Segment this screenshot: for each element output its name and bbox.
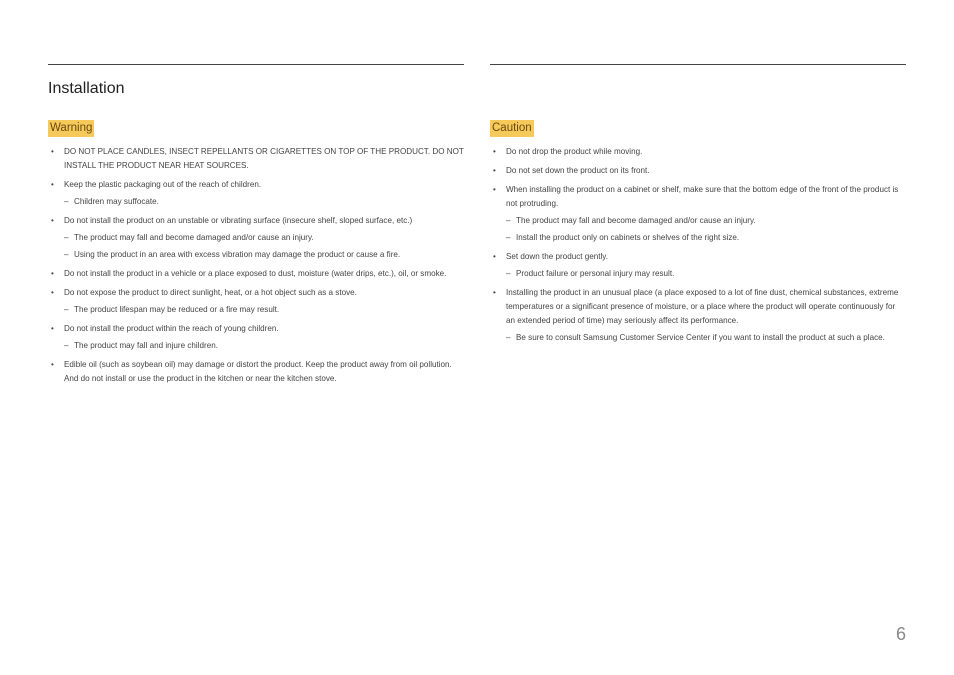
top-rule-left [48,64,464,65]
warning-item [48,145,464,173]
caution-item-text: Installing the product in an unusual place (a place exposed to a lot of fine dust, chemical substances, extreme temperatures or a significant presence of moisture, or a place where the product will operate continuously for an extended period of time) may seriously affect its performance. [506,288,899,325]
warning-item-text: Keep the plastic packaging out of the reach of children. [64,180,262,189]
warning-item-text: Edible oil (such as soybean oil) may damage or distort the product. Keep the product away from oil pollution. And do not install or use the product in the kitchen or near the kitchen stove. [64,360,452,383]
caution-item-text: Do not drop the product while moving. [506,147,643,156]
top-rule-right [490,64,906,65]
warning-item [48,322,464,353]
warning-sub-item: – The product lifespan may be reduced or a fire may result. [64,303,464,317]
warning-item-text: Do not expose the product to direct sunlight, heat, or a hot object such as a stove. [64,288,357,297]
caution-item [490,286,906,345]
caution-sub-item: – The product may fall and become damaged and/or cause an injury. [506,214,906,228]
warning-sub-list [64,339,464,353]
warning-badge: Warning [48,120,94,137]
warning-sub-item: – Children may suffocate. [64,195,464,209]
caution-item [490,250,906,281]
page-number: 6 [895,624,906,644]
warning-item [48,178,464,209]
warning-item-text: Do not install the product within the reach of young children. [64,324,279,333]
caution-list [490,145,906,345]
caution-column [490,118,906,350]
caution-item-text: Do not set down the product on its front. [506,166,650,175]
warning-list [48,145,464,386]
warning-sub-list [64,231,464,262]
caution-item [490,164,906,178]
warning-item [48,358,464,386]
warning-column [48,118,464,391]
warning-item-text: Do not install the product in a vehicle or a place exposed to dust, moisture (water drips, etc.), oil, or smoke. [64,269,447,278]
warning-item-text: Do not install the product on an unstable or vibrating surface (insecure shelf, sloped surface, etc.) [64,216,413,225]
caution-item-text: Set down the product gently. [506,252,608,261]
warning-item [48,286,464,317]
warning-sub-item: – The product may fall and become damaged and/or cause an injury. [64,231,464,245]
caution-item-text: When installing the product on a cabinet or shelf, make sure that the bottom edge of the front of the product is not protruding. [506,185,899,208]
caution-sub-item: – Install the product only on cabinets or shelves of the right size. [506,231,906,245]
caution-sub-item: – Be sure to consult Samsung Customer Service Center if you want to install the product at such a place. [506,331,906,345]
caution-item [490,145,906,159]
caution-sub-list [506,214,906,245]
warning-sub-item: – Using the product in an area with excess vibration may damage the product or cause a fire. [64,248,464,262]
caution-sub-item: – Product failure or personal injury may result. [506,267,906,281]
caution-sub-list [506,331,906,345]
caution-badge: Caution [490,120,534,137]
warning-sub-list [64,195,464,209]
caution-item [490,183,906,245]
warning-sub-list [64,303,464,317]
caution-sub-list [506,267,906,281]
warning-item [48,267,464,281]
warning-item [48,214,464,262]
page-title: Installation [48,80,125,97]
warning-item-text: DO NOT PLACE CANDLES, INSECT REPELLANTS OR CIGARETTES ON TOP OF THE PRODUCT. DO NOT INSTALL THE PRODUCT NEAR HEAT SOURCES. [64,147,464,170]
warning-sub-item: – The product may fall and injure children. [64,339,464,353]
